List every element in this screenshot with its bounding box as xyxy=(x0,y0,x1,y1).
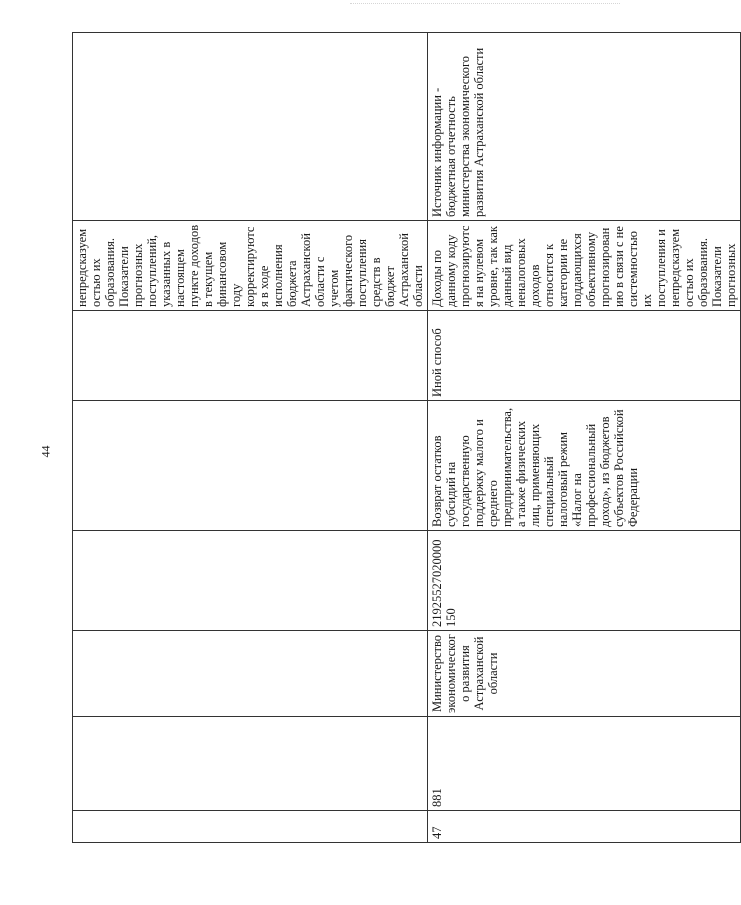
page-number: 44 xyxy=(38,445,53,458)
income-table xyxy=(72,32,741,843)
cell-num: 47 xyxy=(428,811,741,843)
cell-income-name xyxy=(73,401,428,531)
cell-method-text: непредсказуемостью их образования. Показатели прогнозных поступлений, указанных в настоящем пункте доходов в текущем финансовом году корректируются в ходе исполнения бюджета Астраханской области с учетом фактического поступления средств в бюджет Астраханской области xyxy=(73,221,428,311)
cell-income-name: Возврат остатков субсидий на государственную поддержку малого и среднего предпринимательства, а также физических лиц, применяющих специальный налоговый режим «Налог на профессиональный доход», из бюджетов субъектов Российской Федерации xyxy=(428,401,741,531)
table-row-continuation xyxy=(73,33,428,843)
cell-num xyxy=(73,811,428,843)
cell-source xyxy=(73,33,428,221)
cell-admin-name: Министерство экономического развития Астраханской области xyxy=(428,631,741,717)
data-table-rotated xyxy=(72,33,738,843)
cell-admin-code: 881 xyxy=(428,717,741,811)
cell-method: Иной способ xyxy=(428,311,741,401)
scan-artifact xyxy=(350,3,620,7)
cell-admin-name xyxy=(73,631,428,717)
table-row-47 xyxy=(428,33,741,843)
cell-source: Источник информации - бюджетная отчетность министерства экономического развития Астраханской области xyxy=(428,33,741,221)
cell-admin-code xyxy=(73,717,428,811)
cell-method xyxy=(73,311,428,401)
cell-method-text: Доходы по данному коду прогнозируются на нулевом уровне, так как данный вид неналоговых доходов относится к категории не поддающихся объективному прогнозированию в связи с не системностью их поступления и непредсказуемостью их образования. Показатели прогнозных xyxy=(428,221,741,311)
cell-kbk: 21925527020000150 xyxy=(428,531,741,631)
cell-kbk xyxy=(73,531,428,631)
